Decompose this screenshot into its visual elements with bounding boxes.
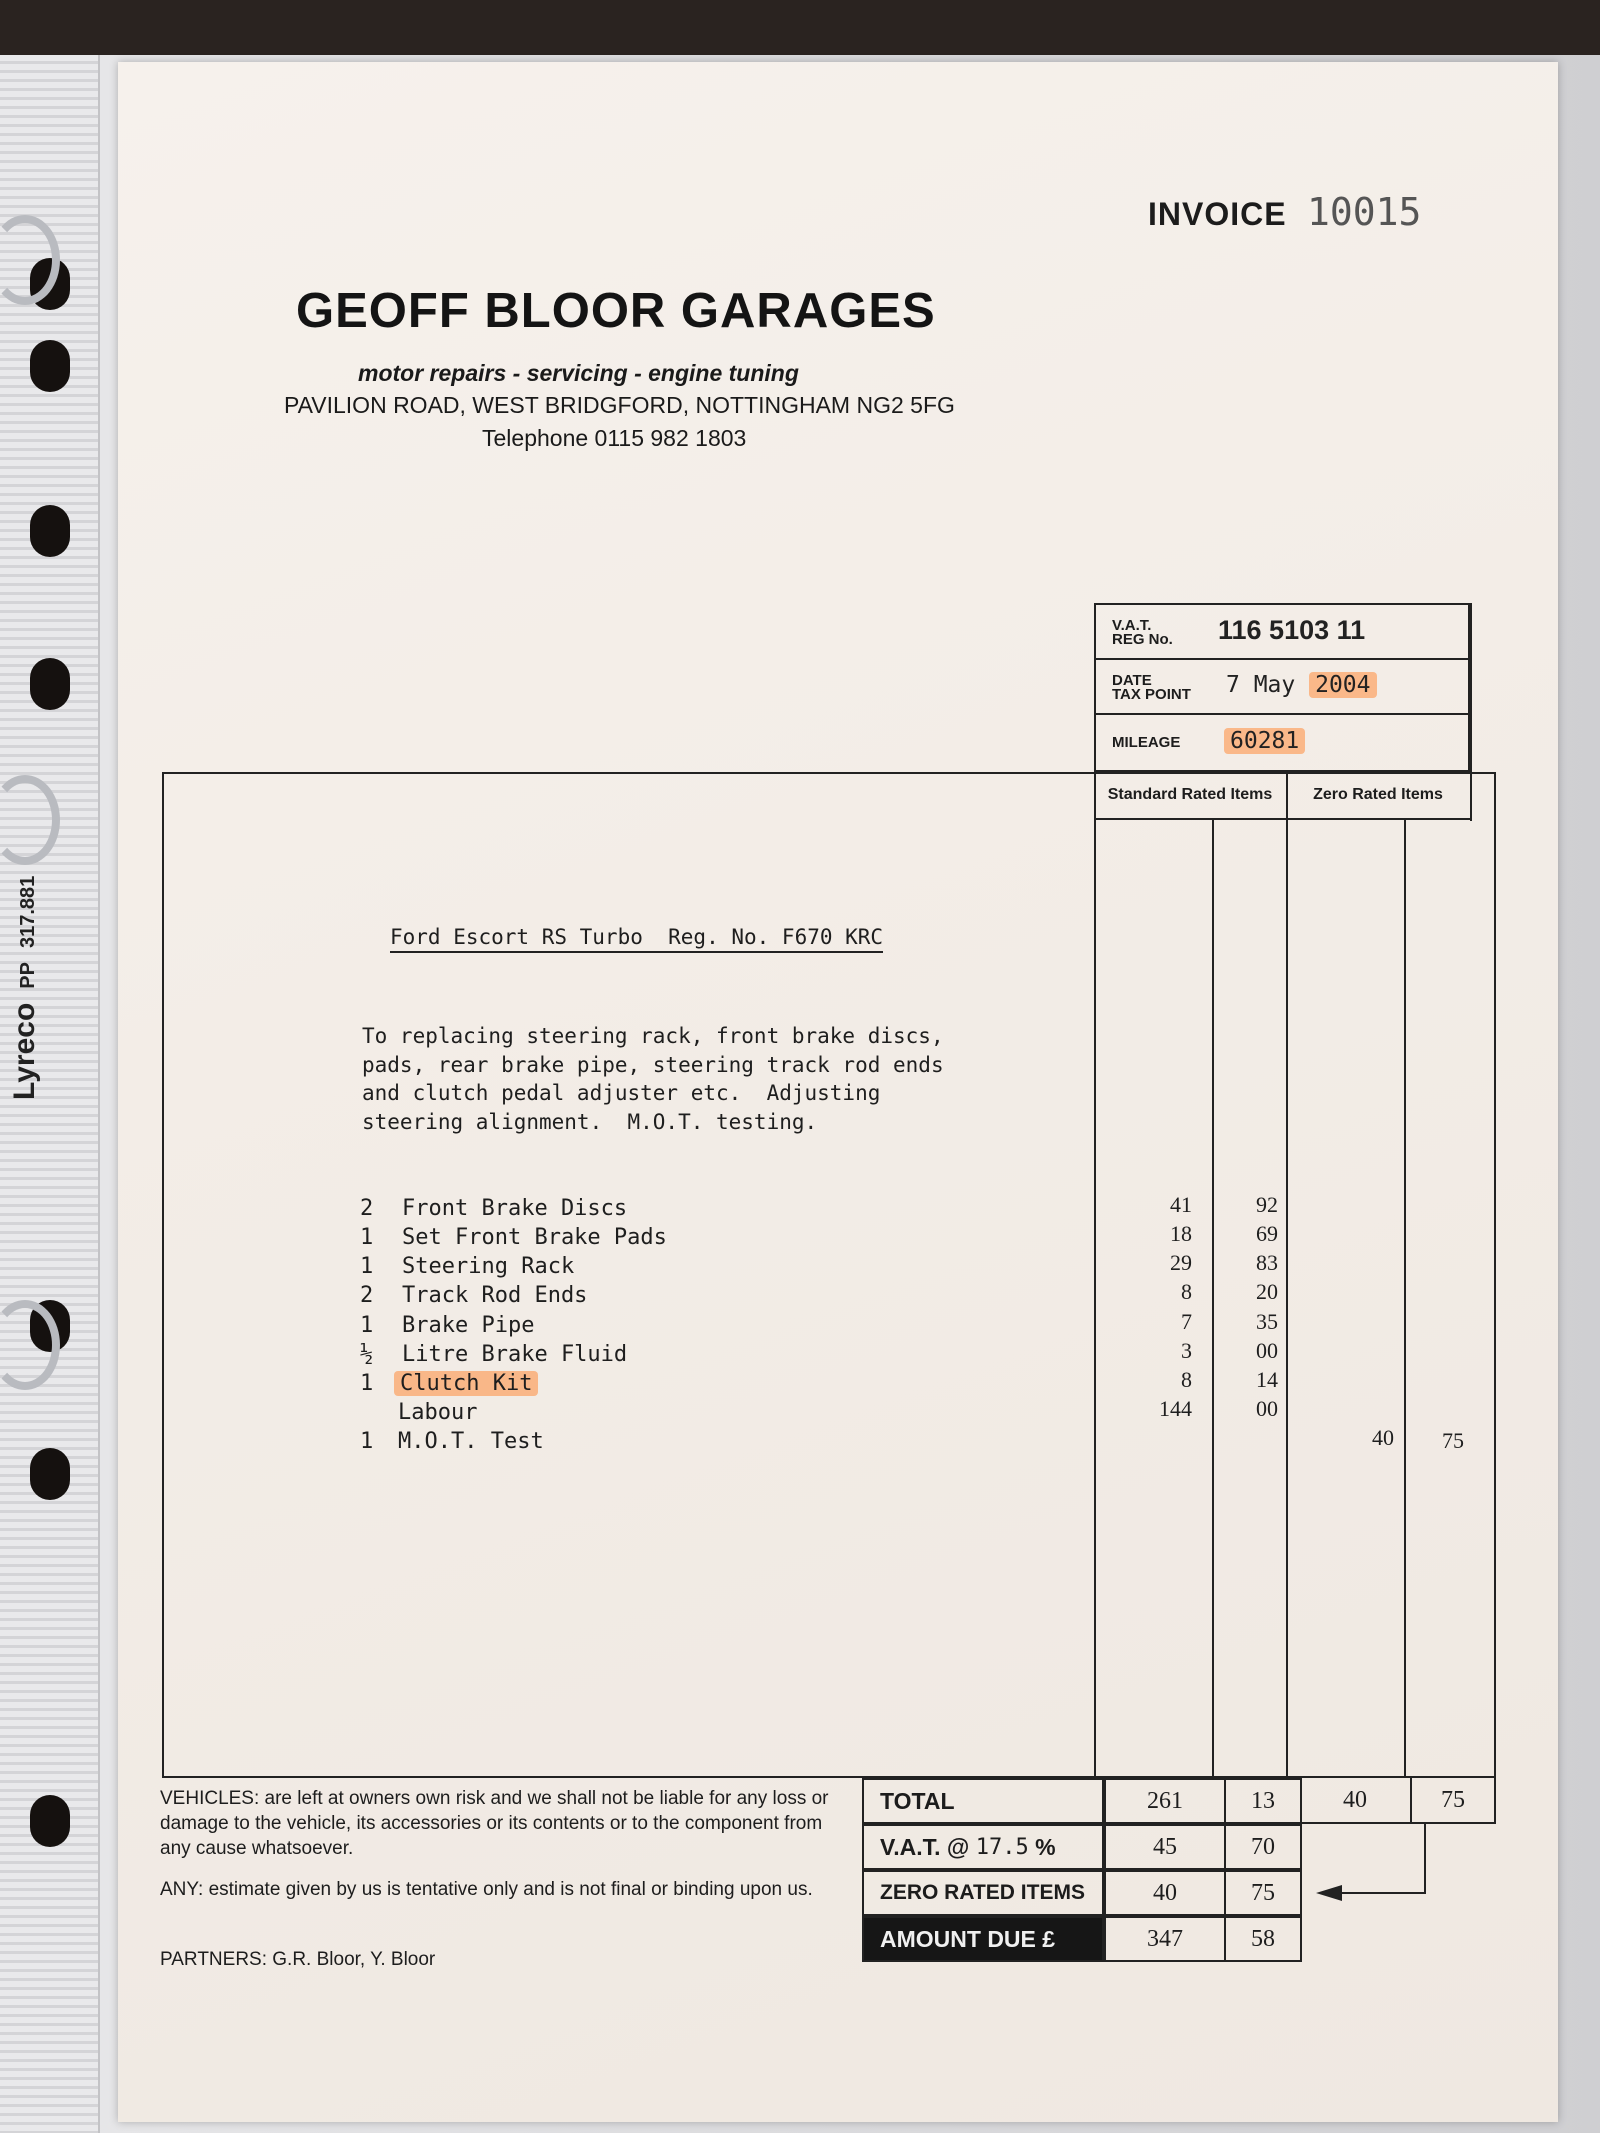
total-label: TOTAL [862, 1778, 1104, 1824]
item-pounds: 41 [1170, 1192, 1192, 1217]
item-desc: Steering Rack [402, 1254, 575, 1279]
sleeve-brand-label: LyrecoPP317.881 [8, 875, 41, 1100]
vat-pence: 70 [1224, 1824, 1302, 1870]
partners-line: PARTNERS: G.R. Bloor, Y. Bloor [160, 1949, 436, 1970]
item-pence: 00 [1256, 1396, 1278, 1421]
vat-reg-label: V.A.T. REG No. [1112, 617, 1173, 648]
item-pounds: 8 [1181, 1279, 1192, 1304]
zero-rated-pounds: 40 [1104, 1870, 1226, 1916]
amount-due-pounds: 347 [1104, 1916, 1226, 1962]
zero-rated-pence: 75 [1224, 1870, 1302, 1916]
column-rule [1470, 603, 1472, 821]
item-pounds: 8 [1181, 1367, 1192, 1392]
show-through-text [540, 140, 551, 191]
item-qty: 1 [360, 1313, 374, 1338]
work-description: To replacing steering rack, front brake discs, pads, rear brake pipe, steering track rod ends and clutch pedal adjuster etc. Adjusting steering alignment. M.O.T. testing. [362, 1024, 944, 1134]
item-qty: 1 [360, 1429, 374, 1454]
punch-hole [30, 658, 70, 710]
company-name: GEOFF BLOOR GARAGES [296, 284, 936, 338]
vat-pounds: 45 [1104, 1824, 1226, 1870]
item-zero-pounds: 40 [1372, 1425, 1394, 1450]
item-pounds: 18 [1170, 1221, 1192, 1246]
mileage-value: 60281 [1224, 728, 1305, 754]
item-qty: 1 [360, 1225, 374, 1250]
column-rule [1286, 772, 1288, 1778]
punch-hole [30, 1448, 70, 1500]
punch-hole [30, 1795, 70, 1847]
arrow-vertical [1424, 1822, 1426, 1894]
item-desc: Set Front Brake Pads [402, 1225, 667, 1250]
amount-due-pence: 58 [1224, 1916, 1302, 1962]
amount-due-label: AMOUNT DUE £ [862, 1916, 1104, 1962]
tax-point-value: 7 May 2004 [1226, 672, 1377, 698]
estimate-terms: ANY: estimate given by us is tentative only and is not final or binding upon us. [160, 1879, 813, 1900]
invoice-number: 10015 [1307, 190, 1422, 234]
item-pence: 69 [1256, 1221, 1278, 1246]
item-pounds: 29 [1170, 1250, 1192, 1275]
punch-hole [30, 505, 70, 557]
company-tagline: motor repairs - servicing - engine tuning [358, 360, 799, 386]
item-pounds: 3 [1181, 1338, 1192, 1363]
item-pence: 00 [1256, 1338, 1278, 1363]
vat-label: V.A.T. @ 17.5 % [862, 1824, 1104, 1870]
item-desc: Litre Brake Fluid [402, 1342, 628, 1367]
item-desc: Track Rod Ends [402, 1283, 588, 1308]
item-qty: 2 [360, 1283, 374, 1308]
item-qty: 2 [360, 1196, 374, 1221]
mileage-row [1096, 715, 1468, 770]
item-qty: 1 [360, 1371, 374, 1396]
punch-hole [30, 340, 70, 392]
item-pounds: 7 [1181, 1309, 1192, 1334]
zero-rated-label: ZERO RATED ITEMS [862, 1870, 1104, 1916]
item-pounds: 144 [1159, 1396, 1192, 1421]
item-desc: Front Brake Discs [402, 1196, 628, 1221]
total-std-pounds: 261 [1104, 1778, 1226, 1824]
item-qty: 1 [360, 1254, 374, 1279]
invoice-label: INVOICE [1148, 196, 1287, 232]
item-desc: Clutch Kit [394, 1371, 538, 1396]
item-desc: M.O.T. Test [398, 1429, 544, 1454]
total-zero-pence: 75 [1410, 1778, 1496, 1824]
item-zero-pence: 75 [1442, 1428, 1464, 1453]
column-rule [1212, 820, 1214, 1778]
total-zero-pounds: 40 [1300, 1778, 1412, 1824]
vat-date-mileage-box [1094, 603, 1470, 772]
item-pence: 92 [1256, 1192, 1278, 1217]
vat-reg-row [1096, 605, 1468, 660]
item-desc: Brake Pipe [402, 1313, 535, 1338]
arrow-horizontal [1340, 1892, 1426, 1894]
total-std-pence: 13 [1224, 1778, 1302, 1824]
tax-point-row [1096, 660, 1468, 715]
standard-rated-header: Standard Rated Items [1094, 772, 1286, 820]
item-pence: 20 [1256, 1279, 1278, 1304]
item-desc: Labour [398, 1400, 478, 1425]
column-rule [1404, 820, 1406, 1778]
arrow-head-icon [1316, 1883, 1342, 1903]
tax-point-label: DATE TAX POINT [1112, 672, 1191, 703]
column-rule [1094, 603, 1096, 1778]
zero-rated-header: Zero Rated Items [1286, 772, 1470, 820]
item-pence: 14 [1256, 1367, 1278, 1392]
mileage-label: MILEAGE [1112, 734, 1181, 751]
company-phone: Telephone 0115 982 1803 [482, 425, 747, 451]
vat-reg-value: 116 5103 11 [1218, 615, 1366, 645]
item-qty: ½ [360, 1342, 374, 1367]
vehicles-terms: VEHICLES: are left at owners own risk and we shall not be liable for any loss or damage to the vehicle, its accessories or its contents or to the component from any cause whatsoever. [160, 1788, 829, 1859]
company-address: PAVILION ROAD, WEST BRIDGFORD, NOTTINGHAM NG2 5FG [284, 392, 955, 418]
item-pence: 35 [1256, 1309, 1278, 1334]
vehicle-details: Ford Escort RS Turbo Reg. No. F670 KRC [390, 925, 883, 953]
item-pence: 83 [1256, 1250, 1278, 1275]
